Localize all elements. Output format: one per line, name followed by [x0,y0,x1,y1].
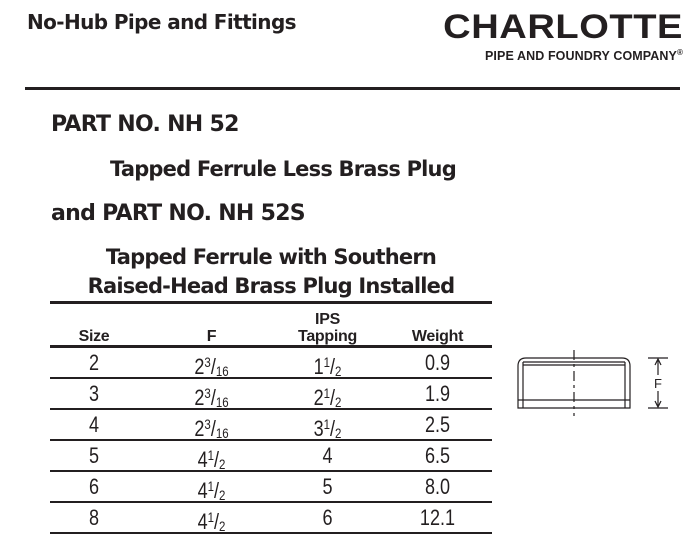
fraction-slash: / [214,509,220,534]
logo-wordmark: CHARLOTTE [443,8,683,46]
cell-size: 8 [88,505,100,530]
col-header-ips-tapping [280,311,375,345]
table-row [50,348,492,377]
part-number-nh52s: and PART NO. NH 52S [51,201,305,226]
cell-weight: 8.0 [424,474,451,499]
fraction-slash: / [330,354,336,379]
f-denominator: 2 [219,456,226,472]
ips-whole: 5 [322,474,333,499]
fraction-slash: / [210,416,216,441]
table-header [50,304,492,345]
header-divider [25,87,680,90]
f-whole: 2 [194,354,205,379]
ips-whole: 1 [313,354,324,379]
ips-numerator: 1 [323,385,331,401]
cell-weight: 1.9 [424,381,451,406]
cell-weight: 2.5 [424,412,451,437]
logo-tagline [425,46,683,63]
fraction-slash: / [210,385,216,410]
table-row [50,472,492,501]
logo-tagline-text: PIPE AND FOUNDRY COMPANY [485,49,677,64]
cell-weight: 12.1 [419,505,456,530]
f-whole: 4 [197,447,208,472]
cell-ips-tapping [289,472,367,501]
fraction-slash: / [214,447,220,472]
ips-whole: 4 [322,443,333,468]
f-numerator: 1 [207,447,215,463]
section-title: No-Hub Pipe and Fittings [27,10,296,34]
row-divider [50,532,492,534]
table-row [50,410,492,439]
fraction-slash: / [214,478,220,503]
dimensions-table [50,301,492,534]
cell-size: 2 [88,350,100,375]
registered-mark: ® [677,48,683,57]
fraction-slash: / [330,385,336,410]
table-row [50,441,492,470]
col-header-size: Size [78,328,110,345]
ferrule-diagram [512,348,672,418]
f-denominator: 16 [215,363,229,379]
f-denominator: 2 [219,518,226,534]
cell-size: 6 [88,474,100,499]
cell-size: 3 [88,381,100,406]
part-description-nh52s [50,243,492,301]
col-header-ips: IPS [315,311,340,328]
cell-size: 5 [88,443,100,468]
col-header-f: F [206,328,217,345]
cell-weight: 6.5 [424,443,451,468]
f-denominator: 16 [215,394,229,410]
ips-denominator: 2 [335,363,342,379]
ips-whole: 6 [322,505,333,530]
f-whole: 4 [197,478,208,503]
f-numerator: 1 [207,478,215,494]
ips-numerator: 1 [323,416,331,432]
f-denominator: 2 [219,487,226,503]
ips-denominator: 2 [335,394,342,410]
f-numerator: 3 [204,354,211,370]
cell-weight: 0.9 [424,350,451,375]
cell-ips-tapping [289,503,367,532]
f-whole: 4 [197,509,208,534]
f-whole: 2 [194,385,205,410]
cell-size: 4 [88,412,100,437]
f-numerator: 3 [204,385,211,401]
table-body [50,348,492,534]
part-number-nh52: PART NO. NH 52 [51,112,239,137]
desc-line-2: Raised-Head Brass Plug Installed [87,274,455,298]
table-row [50,503,492,532]
ips-numerator: 1 [323,354,331,370]
table-row [50,379,492,408]
desc-line-1: Tapped Ferrule with Southern [105,245,437,269]
fraction-slash: / [210,354,216,379]
f-whole: 2 [194,416,205,441]
cell-ips-tapping [289,441,367,470]
part-description-nh52: Tapped Ferrule Less Brass Plug [110,157,456,181]
col-header-weight: Weight [411,328,464,345]
ips-whole: 3 [313,416,324,441]
fraction-slash: / [330,416,336,441]
f-numerator: 1 [207,509,215,525]
f-numerator: 3 [204,416,211,432]
ips-denominator: 2 [335,425,342,441]
charlotte-logo [425,10,683,63]
f-denominator: 16 [215,425,229,441]
cell-f [173,503,251,541]
ips-whole: 2 [313,385,324,410]
col-header-tapping: Tapping [298,328,357,345]
dimension-label-f: F [654,376,662,391]
